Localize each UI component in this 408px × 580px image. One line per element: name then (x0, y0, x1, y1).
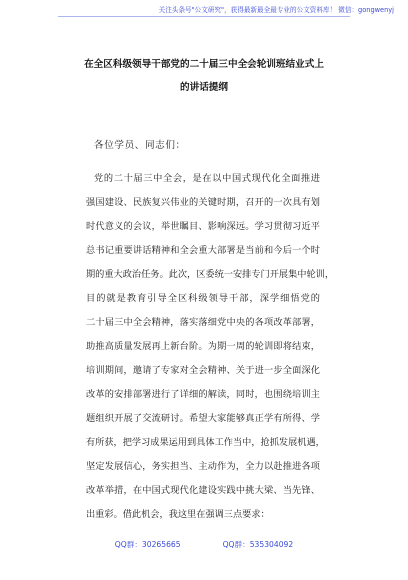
body-line: 时代意义的会议，举世瞩目、影响深远。学习贯彻习近平 (86, 221, 320, 232)
footer-contact (0, 539, 408, 550)
body-line: 目的就是教育引导全区科级领导干部，深学细悟党的 (86, 293, 320, 304)
footer-qq-group-1: QQ群：30265665 (114, 540, 181, 549)
body-line: 出重彩。借此机会，我这里在强调三点要求： (86, 509, 270, 520)
body-line: 培训期间，邀请了专家对全会精神、关于进一步全面深化 (86, 365, 320, 376)
body-line: 题组织开展了交流研讨。希望大家能够真正学有所得、学 (86, 413, 320, 424)
body-line: 党的二十届三中全会，是在以中国式现代化全面推进 (94, 173, 320, 184)
footer-qq-group-2: QQ群：535304092 (222, 540, 294, 549)
body-line: 二十届三中全会精神，落实落细党中央的各项改革部署， (86, 317, 320, 328)
body-line: 助推高质量发展再上新台阶。为期一周的轮训即将结束， (86, 341, 320, 352)
document-title-line-2: 的讲话提纲 (180, 82, 228, 93)
body-line: 有所获，把学习成果运用到具体工作当中，抢抓发展机遇， (86, 437, 325, 448)
header-banner: 关注头条号"公文研究"，获得最新最全最专业的公文资料库！ 微信：gongwenyj (158, 6, 394, 14)
body-line: 期的重大政治任务。此次，区委统一安排专门开展集中轮训， (86, 269, 335, 280)
header-divider (58, 16, 350, 17)
body-line: 强国建设、民族复兴伟业的关键时期，召开的一次具有划 (86, 197, 320, 208)
document-title-line-1: 在全区科级领导干部党的二十届三中全会轮训班结业式上 (84, 59, 324, 70)
body-line: 改革举措，在中国式现代化建设实践中挑大梁、当先锋、 (86, 485, 320, 496)
body-line: 改革的安排部署进行了详细的解读，同时，也围绕培训主 (86, 389, 320, 400)
body-line: 总书记重要讲话精神和全会重大部署是当前和今后一个时 (86, 245, 320, 256)
salutation: 各位学员、同志们： (94, 140, 186, 151)
body-line: 坚定发展信心，务实担当、主动作为，全力以赴推进各项 (86, 461, 320, 472)
